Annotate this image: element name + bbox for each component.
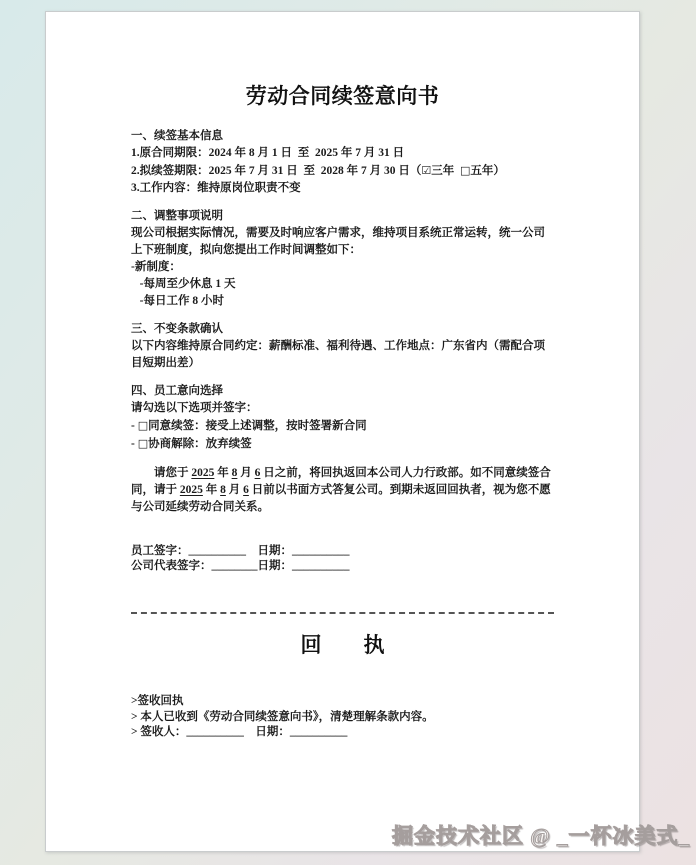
new-system-bullet: -新制度： [131,261,181,273]
daily-hours-bullet: -每日工作 8 小时 [131,295,224,307]
deadline-day: 6 [243,484,249,496]
checkbox-unchecked-icon: □ [137,419,149,432]
checkbox-checked-icon: ☑ [421,164,432,177]
section-3-heading: 三、不变条款确认 [131,323,223,335]
unchanged-terms-paragraph: 以下内容维持原合同约定：薪酬标准、福利待遇、工作地点：广东省内（需配合项目短期出差） [131,340,545,369]
signature-block [131,544,554,574]
notice-text: 年 [202,484,221,496]
deadline-month: 8 [220,484,226,496]
section-2-heading: 二、调整事项说明 [131,210,223,222]
receipt-signature-line: > 签收人：__________ 日期：__________ [131,726,348,738]
job-content-line: 3.工作内容：维持原岗位职责不变 [131,182,301,194]
option-dash: - [131,420,138,432]
agree-renewal-option-line [131,417,554,435]
notice-text: 日之前，将回执返回本公司人力行政部。如不同意续签合同，请于 [131,467,551,496]
intention-intro-line: 请勾选以下选项并签字： [131,402,258,414]
document-page [45,11,640,852]
receipt-block [131,694,554,741]
original-contract-term-line: 1.原合同期限：2024 年 8 月 1 日 至 2025 年 7 月 31 日 [131,147,405,159]
section-unchanged-terms [131,321,554,372]
weekly-rest-bullet: -每周至少休息 1 天 [131,278,236,290]
notice-text: 年 [214,467,232,479]
renewal-term-text: 2.拟续签期限：2025 年 7 月 31 日 至 2028 年 7 月 30 日（ [131,165,422,177]
deadline-year: 2025 [179,484,203,496]
renewal-term-line [131,162,554,180]
section-employee-intention [131,383,554,453]
deadline-day: 6 [254,467,261,479]
receipt-acknowledgement-line: > 本人已收到《劳动合同续签意向书》，清楚理解条款内容。 [131,710,434,723]
checkbox-unchecked-icon: □ [460,164,471,177]
return-deadline-paragraph [131,465,554,516]
section-4-heading: 四、员工意向选择 [131,385,223,397]
employee-signature-line: 员工签字：__________ 日期：__________ [131,545,350,557]
negotiated-termination-option-label: 协商解除：放弃续签 [148,438,252,450]
deadline-month: 8 [231,467,238,479]
option-five-years-label: 五年） [470,165,505,177]
notice-text: 月 [225,484,244,496]
section-adjustment-notes [131,208,554,310]
company-signature-line: 公司代表签字：________日期：__________ [131,560,350,572]
checkbox-unchecked-icon: □ [137,437,149,450]
deadline-year: 2025 [191,467,215,479]
document-content [46,12,639,741]
negotiated-termination-option-line [131,435,554,453]
receipt-title: 回 执 [300,633,385,657]
option-dash: - [131,438,138,450]
agree-renewal-option-label: 同意续签：接受上述调整，按时签署新合同 [148,420,367,432]
adjustment-paragraph: 现公司根据实际情况，需要及时响应客户需求，维持项目系统正常运转，统一公司上下班制度，拟向您提出工作时间调整如下： [131,227,545,256]
section-renewal-basic-info [131,128,554,197]
option-three-years-label: 三年 [431,165,460,177]
notice-text: 日前以书面方式答复公司。到期未返回回执者，视为您不愿与公司延续劳动合同关系。 [131,484,551,513]
cut-line-dashed-divider [131,612,554,614]
watermark-text: 掘金技术社区 @ _一杯冰美式_ [392,824,691,848]
document-title: 劳动合同续签意向书 [245,84,440,108]
section-1-heading: 一、续签基本信息 [131,130,223,142]
notice-text: 请您于 [154,467,192,479]
notice-text: 月 [237,467,255,479]
receipt-heading-line: >签收回执 [131,695,184,707]
